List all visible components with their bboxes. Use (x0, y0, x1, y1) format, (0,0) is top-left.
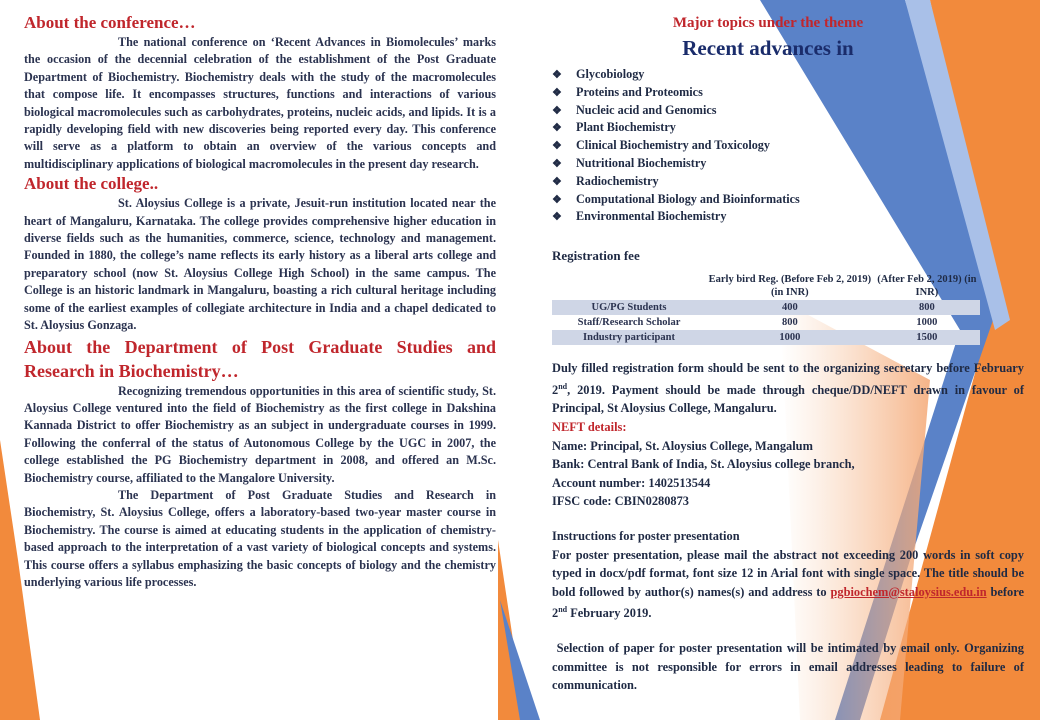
registration-fee-table (552, 272, 980, 345)
fee-early: 1000 (706, 330, 874, 345)
diamond-bullet-icon: ❖ (552, 175, 562, 188)
table-header-row (552, 272, 980, 300)
list-item: ❖ Plant Biochemistry (552, 119, 1024, 137)
list-item: ❖ Proteins and Proteomics (552, 84, 1024, 102)
conference-heading: About the conference… (24, 13, 196, 32)
list-item: ❖ Radiochemistry (552, 173, 1024, 191)
fee-after: 800 (874, 300, 980, 315)
department-paragraph-1: Recognizing tremendous opportunities in this area of scientific study, St. Aloysius College ventured into the field of Biochemistry as the first college in Dakshina Kannada District to offer Biochemistry as an subject in undergraduate courses in 1999. Following the conferral of the status of Autonomous College by the UGC in 2007, the college established the PG Biochemistry department in 2008, and offered an M.Sc. Biochemistry course, affiliated to the Mangalore University. (24, 383, 496, 485)
poster-heading: Instructions for poster presentation (552, 529, 740, 544)
table-header-blank (552, 272, 706, 300)
table-row (552, 315, 980, 330)
diamond-bullet-icon: ❖ (552, 193, 562, 206)
fee-after: 1000 (916, 317, 938, 329)
list-item: ❖ Clinical Biochemistry and Toxicology (552, 137, 1024, 155)
diamond-bullet-icon: ❖ (552, 69, 562, 81)
diamond-bullet-icon: ❖ (552, 86, 562, 99)
email-link[interactable]: pgbiochem@staloysius.edu.in (830, 584, 987, 599)
list-item: ❖ Computational Biology and Bioinformatics (552, 191, 1024, 209)
selection-note: Selection of paper for poster presentation will be intimated by email only. Organizing committee is not responsible for errors in email addresses leading to failure of communication. (552, 641, 1024, 693)
neft-heading: NEFT details: (552, 420, 627, 435)
neft-ifsc: IFSC code: CBIN0280873 (552, 494, 689, 509)
topics-title: Major topics under the theme (672, 15, 864, 31)
conference-paragraph: The national conference on ‘Recent Advances in Biomolecules’ marks the occasion of the decennial celebration of the establishment of the Post Graduate Department of Biochemistry. Biochemistry deals with the study of the macromolecules that compose life. It encompasses structures, functions and interactions of various biological macromolecules such as carbohydrates, proteins, nucleic acids, and lipids. It is a rapidly developing field with new discoveries being reported every day. This conference will serve as a platform to obtain an overview of the various concepts and multidisciplinary applications of biological macromolecules in the present day research. (24, 35, 496, 171)
table-header-after: (After Feb 2, 2019) (in INR) (877, 274, 977, 299)
table-header-early: Early bird Reg. (Before Feb 2, 2019) (in INR) (708, 274, 872, 299)
fee-after: 1500 (874, 330, 980, 345)
diamond-bullet-icon: ❖ (552, 140, 562, 153)
college-paragraph: St. Aloysius College is a private, Jesuit-run institution located near the heart of Mangaluru, Karnataka. The college provides comprehensive higher education in diverse fields such as the humanities, commerce, science, technology and management. Founded in 1880, the college’s name reflects its early history as a liberal arts college and preparatory school (now St. Aloysius College High School) in the same campus. The College is an historic landmark in Mangaluru, boasting a rich cultural heritage including some of the earliest examples of collegiate architecture in India and a chapel dedicated to St. Aloysius Gonzaga. (24, 196, 496, 333)
topics-subtitle: Recent advances in (682, 36, 854, 60)
list-item: ❖ Nucleic acid and Genomics (552, 102, 1024, 120)
fee-category: Industry participant (552, 330, 706, 345)
list-item: ❖ Glycobiology (552, 66, 1024, 84)
fee-category: UG/PG Students (552, 300, 706, 315)
diamond-bullet-icon: ❖ (552, 211, 562, 224)
neft-account: Account number: 1402513544 (552, 475, 711, 490)
registration-instructions: Duly filled registration form should be sent to the organizing secretary before February 2nd, 2019. Payment should be made through cheque/DD/NEFT drawn in favour of Principal, St Aloysius College, Mangaluru. (552, 361, 1024, 416)
list-item: ❖ Nutritional Biochemistry (552, 155, 1024, 173)
poster-instructions: For poster presentation, please mail the abstract not exceeding 200 words in soft copy typed in docx/pdf format, font size 12 in Arial font with single space. The title should be bold followed by author(s) names(s) and address to pgbiochem@staloysius.edu.in before 2nd February 2019. (552, 547, 1024, 621)
neft-bank: Bank: Central Bank of India, St. Aloysius college branch, (552, 457, 855, 472)
fee-early: 800 (782, 317, 798, 329)
fee-category: Staff/Research Scholar (577, 317, 681, 329)
table-row (552, 300, 980, 315)
left-column (24, 12, 496, 591)
diamond-bullet-icon: ❖ (552, 157, 562, 170)
registration-heading: Registration fee (552, 248, 640, 264)
department-paragraph-2: The Department of Post Graduate Studies and Research in Biochemistry, St. Aloysius College, offers a laboratory-based two-year master course in Biochemistry. The course is aimed at educating students in the application of chemistry-based approach to the interpretation of a vast variety of biological concepts and systems. This course offers a syllabus emphasizing the basic concepts of biology and the chemistry underlying various life processes. (24, 487, 496, 589)
fee-early: 400 (706, 300, 874, 315)
diamond-bullet-icon: ❖ (552, 104, 562, 117)
department-heading: About the Department of Post Graduate Studies and Research in Biochemistry… (24, 336, 496, 381)
diamond-bullet-icon: ❖ (552, 122, 562, 135)
topics-list (552, 66, 1024, 226)
right-column (552, 12, 1024, 695)
list-item: ❖ Environmental Biochemistry (552, 208, 1024, 226)
college-heading: About the college.. (24, 174, 159, 194)
neft-name: Name: Principal, St. Aloysius College, Mangalum (552, 438, 813, 453)
table-row (552, 330, 980, 345)
